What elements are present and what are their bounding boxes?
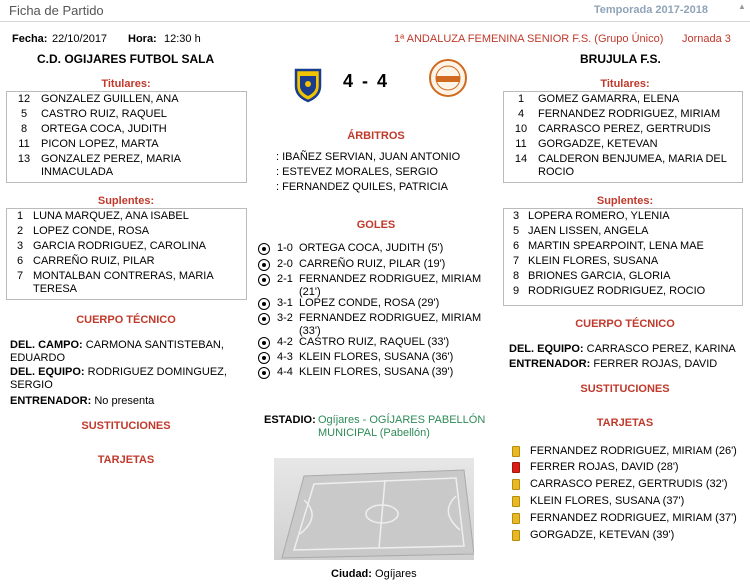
home-tarjetas-heading: TARJETAS xyxy=(97,454,155,466)
hora-value: 12:30 h xyxy=(164,33,201,45)
list-item: 5 CASTRO RUIZ, RAQUEL xyxy=(20,108,167,120)
list-item: 11 GORGADZE, KETEVAN xyxy=(515,138,658,150)
card-entry: FERRER ROJAS, DAVID (28') xyxy=(530,461,679,473)
list-item: 14 CALDERON BENJUMEA, MARIA DEL ROCIO xyxy=(514,153,727,178)
away-sustituciones-heading: SUSTITUCIONES xyxy=(580,383,670,395)
goal-row: 2-1 FERNANDEZ RODRIGUEZ, MIRIAM (21') xyxy=(258,273,495,299)
ciudad-line: Ciudad: Ogíjares xyxy=(331,568,417,580)
estadio-link[interactable]: Ogíjares - OGÍJARES PABELLÓN MUNICIPAL (Pabellón) xyxy=(318,414,486,439)
list-item: 10 CARRASCO PEREZ, GERTRUDIS xyxy=(514,123,711,135)
goles-heading: GOLES xyxy=(356,219,396,231)
home-team-name: C.D. OGIJARES FUTBOL SALA xyxy=(37,52,215,66)
home-suplentes-heading: Suplentes: xyxy=(97,195,155,207)
home-crest-icon xyxy=(288,64,328,104)
estadio-label: ESTADIO: xyxy=(264,414,316,426)
referee-1: : IBAÑEZ SERVIAN, JUAN ANTONIO xyxy=(276,151,461,163)
list-item: 9 RODRIGUEZ RODRIGUEZ, ROCIO xyxy=(512,285,706,297)
goal-row: 2-0 CARREÑO RUIZ, PILAR (19') xyxy=(258,258,495,271)
list-item: 4 FERNANDEZ RODRIGUEZ, MIRIAM xyxy=(517,108,721,120)
hora-label: Hora: xyxy=(128,33,157,45)
red-card-icon xyxy=(512,462,520,473)
stadium-image xyxy=(274,458,474,560)
list-item: 3 GARCIA RODRIGUEZ, CAROLINA xyxy=(16,240,206,252)
goal-row: 4-4 KLEIN FLORES, SUSANA (39') xyxy=(258,366,495,379)
list-item: 7 MONTALBAN CONTRERAS, MARIA TERESA xyxy=(16,270,214,295)
goal-row: 3-1 LOPEZ CONDE, ROSA (29') xyxy=(258,297,495,310)
card-entry: FERNANDEZ RODRIGUEZ, MIRIAM (37') xyxy=(530,512,737,524)
home-staff-del-campo: DEL. CAMPO: CARMONA SANTISTEBAN, EDUARDO xyxy=(10,339,224,364)
home-staff-del-equipo: DEL. EQUIPO: RODRIGUEZ DOMINGUEZ, SERGIO xyxy=(10,366,227,391)
referee-3: : FERNANDEZ QUILES, PATRICIA xyxy=(276,181,448,193)
goal-row: 4-3 KLEIN FLORES, SUSANA (36') xyxy=(258,351,495,364)
page-title: Ficha de Partido xyxy=(9,3,104,18)
home-suplentes-list xyxy=(6,208,247,300)
yellow-card-icon xyxy=(512,496,520,507)
list-item: 7 KLEIN FLORES, SUSANA xyxy=(512,255,659,267)
yellow-card-icon xyxy=(512,530,520,541)
referee-2: : ESTEVEZ MORALES, SERGIO xyxy=(276,166,438,178)
home-staff-entrenador: ENTRENADOR: No presenta xyxy=(10,395,155,407)
card-entry: GORGADZE, KETEVAN (39') xyxy=(530,529,675,541)
home-titulares-heading: Titulares: xyxy=(101,78,151,90)
list-item: 1 GOMEZ GAMARRA, ELENA xyxy=(517,93,680,105)
soccer-ball-icon xyxy=(258,298,270,310)
soccer-ball-icon xyxy=(258,274,270,286)
scroll-up-icon[interactable]: ▲ xyxy=(738,2,746,11)
away-titulares-list xyxy=(503,91,743,183)
away-tarjetas-heading: TARJETAS xyxy=(596,417,654,429)
list-item: 12 GONZALEZ GUILLEN, ANA xyxy=(17,93,179,105)
list-item: 8 BRIONES GARCIA, GLORIA xyxy=(512,270,671,282)
soccer-ball-icon xyxy=(258,259,270,271)
list-item: 8 ORTEGA COCA, JUDITH xyxy=(20,123,167,135)
list-item: 6 CARREÑO RUIZ, PILAR xyxy=(16,255,155,267)
soccer-ball-icon xyxy=(258,337,270,349)
list-item: 13 GONZALEZ PEREZ, MARIA INMACULADA xyxy=(17,153,181,178)
yellow-card-icon xyxy=(512,513,520,524)
season-label: Temporada 2017-2018 xyxy=(593,4,708,16)
card-entry: KLEIN FLORES, SUSANA (37') xyxy=(530,495,685,507)
away-suplentes-list xyxy=(503,208,743,306)
soccer-ball-icon xyxy=(258,352,270,364)
list-item: 5 JAEN LISSEN, ANGELA xyxy=(512,225,649,237)
goal-row: 4-2 CASTRO RUIZ, RAQUEL (33') xyxy=(258,336,495,349)
final-score: 4 - 4 xyxy=(343,71,390,91)
list-item: 11 PICON LOPEZ, MARTA xyxy=(18,138,159,150)
fecha-value: 22/10/2017 xyxy=(52,33,108,45)
goal-row: 1-0 ORTEGA COCA, JUDITH (5') xyxy=(258,242,495,255)
home-staff-heading: CUERPO TÉCNICO xyxy=(76,314,176,326)
away-suplentes-heading: Suplentes: xyxy=(596,195,654,207)
list-item: 1 LUNA MARQUEZ, ANA ISABEL xyxy=(16,210,189,222)
arbitros-heading: ÁRBITROS xyxy=(347,130,405,142)
soccer-ball-icon xyxy=(258,367,270,379)
away-team-name: BRUJULA F.S. xyxy=(580,52,661,66)
away-titulares-heading: Titulares: xyxy=(600,78,650,90)
list-item: 2 LOPEZ CONDE, ROSA xyxy=(16,225,150,237)
away-staff-heading: CUERPO TÉCNICO xyxy=(575,318,675,330)
away-crest-icon xyxy=(428,58,468,98)
soccer-ball-icon xyxy=(258,313,270,325)
home-sustituciones-heading: SUSTITUCIONES xyxy=(81,420,171,432)
jornada: Jornada 3 xyxy=(682,33,731,45)
competition-name: 1ª ANDALUZA FEMENINA SENIOR F.S. (Grupo Único) xyxy=(394,33,664,45)
yellow-card-icon xyxy=(512,479,520,490)
fecha-label-text: Fecha: xyxy=(12,33,48,45)
home-titulares-list xyxy=(6,91,247,183)
card-entry: CARRASCO PEREZ, GERTRUDIS (32') xyxy=(530,478,728,490)
yellow-card-icon xyxy=(512,446,520,457)
away-staff-entrenador: ENTRENADOR: FERRER ROJAS, DAVID xyxy=(509,358,718,370)
card-entry: FERNANDEZ RODRIGUEZ, MIRIAM (26') xyxy=(530,445,737,457)
soccer-ball-icon xyxy=(258,243,270,255)
away-staff-del-equipo: DEL. EQUIPO: CARRASCO PEREZ, KARINA xyxy=(509,343,736,355)
window-titlebar xyxy=(0,0,750,22)
list-item: 3 LOPERA ROMERO, YLENIA xyxy=(512,210,670,222)
list-item: 6 MARTIN SPEARPOINT, LENA MAE xyxy=(512,240,704,252)
goal-row: 3-2 FERNANDEZ RODRIGUEZ, MIRIAM (33') xyxy=(258,312,495,338)
